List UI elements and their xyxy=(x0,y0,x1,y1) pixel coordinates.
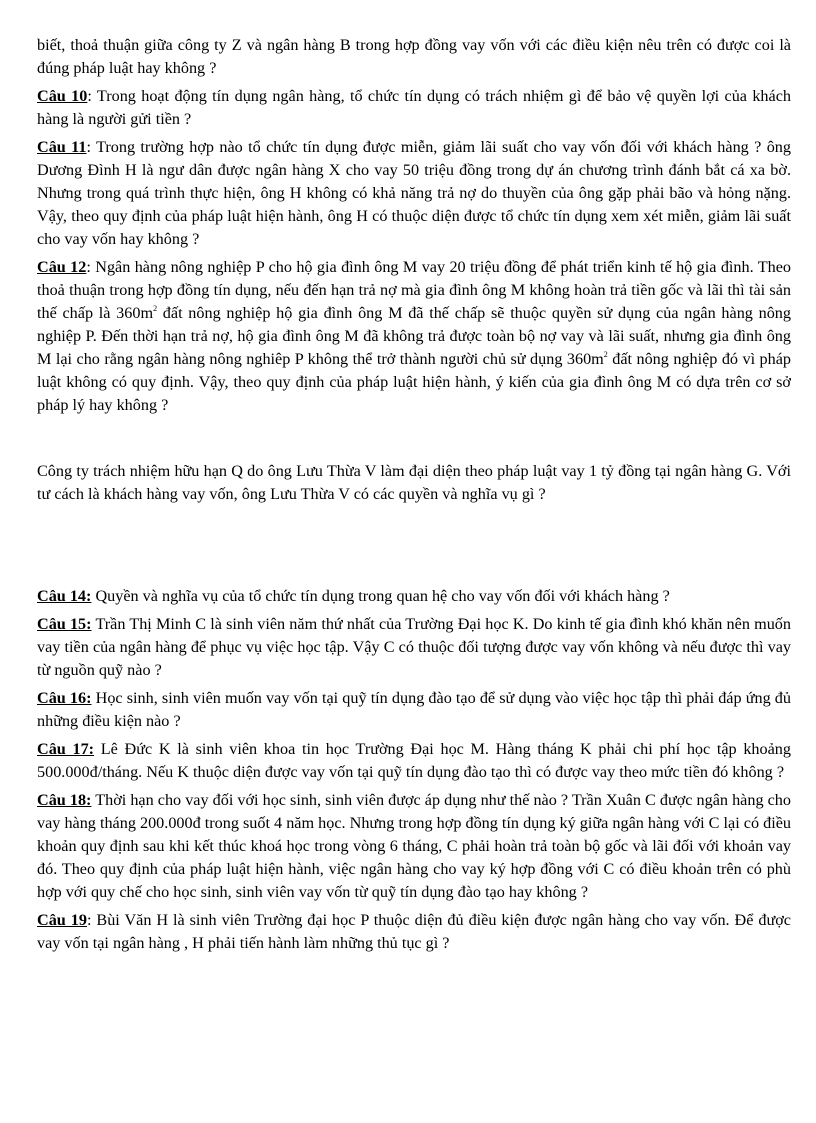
question-text: Lê Đức K là sinh viên khoa tin học Trường Đại học M. Hàng tháng K phải chi phí học tập khoảng 500.000đ/tháng. Nếu K thuộc diện được vay vốn tại quỹ tín dụng đào tạo thì có được vay theo mức tiền đó không ? xyxy=(37,740,791,781)
question-text: Học sinh, sinh viên muốn vay vốn tại quỹ tín dụng đào tạo để sử dụng vào việc học tập thì phải đáp ứng đủ những điều kiện nào ? xyxy=(37,689,791,730)
question-label: Câu 15: xyxy=(37,615,92,633)
question-18 xyxy=(37,789,791,904)
superscript: 2 xyxy=(603,350,608,359)
question-label: Câu 10 xyxy=(37,87,88,105)
question-text: Trần Thị Minh C là sinh viên năm thứ nhất của Trường Đại học K. Do kinh tế gia đình khó khăn nên muốn vay tiền của ngân hàng để phục vụ việc học tập. Vậy C có thuộc đối tượng được vay vốn không và nếu được thì vay từ nguồn quỹ nào ? xyxy=(37,615,791,679)
question-11: Câu 11: Trong trường hợp nào tổ chức tín dụng được miễn, giảm lãi suất cho vay vốn đối với khách hàng ? ông Dương Đình H là ngư dân được ngân hàng X cho vay 50 triệu đồng trong dự án chương trình đánh bắt cá xa bờ. Nhưng trong quá trình thực hiện, ông H không có khả năng trả nợ do thuyền của ông gặp phải bão và hỏng nặng. Vậy, theo quy định của pháp luật hiện hành, ông H có thuộc diện được tổ chức tín dụng xem xét miễn, giảm lãi suất cho vay vốn hay không ? xyxy=(37,138,791,248)
question-16 xyxy=(37,687,791,733)
question-text: Quyền và nghĩa vụ của tổ chức tín dụng trong quan hệ cho vay vốn đối với khách hàng ? xyxy=(95,587,670,605)
question-12: Câu 12: Ngân hàng nông nghiệp P cho hộ gia đình ông M vay 20 triệu đồng để phát triển kinh tế hộ gia đình. Theo thoả thuận trong hợp đồng tín dụng, nếu đến hạn trả nợ mà gia đình ông M không hoàn trả tiền gốc và lãi thì tài sản thế chấp là $360m^2$ đất nông nghiệp hộ gia đình ông M đã thế chấp sẽ thuộc quyền sử dụng của ngân hàng nông nghiệp P. Đến thời hạn trả nợ, hộ gia đình ông M đã không trả được toàn bộ nợ vay và lãi suất, nhưng gia đình ông M lại cho rằng ngân hàng nông nghiêp P không thể trở thành người chủ sử dụng $360m^2$ đất nông nghiệp đó vì pháp luật không có quy định. Vậy, theo quy định của pháp luật hiện hành, ý kiến của gia đình ông M có dựa trên cơ sở pháp lý hay không ? xyxy=(37,258,792,414)
question-text: Thời hạn cho vay đối với học sinh, sinh viên được áp dụng như thế nào ? Trần Xuân C được ngân hàng cho vay hàng tháng 200.000đ trong suốt 4 năm học. Nhưng trong hợp đồng tín dụng ký giữa ngân hàng với C lại có điều khoản quy định sau khi kết thúc khoá học trong vòng 6 tháng, C phải hoàn trả toàn bộ gốc và lãi đối với khoản vay đó. Theo quy định của pháp luật hiện hành, việc ngân hàng cho vay ký hợp đồng với C có điều khoản trên có phù hợp với quy chế cho học sinh, sinh viên vay vốn từ quỹ tín dụng đào tạo hay không ? xyxy=(37,791,791,901)
question-14 xyxy=(37,585,791,608)
question-text: Công ty trách nhiệm hữu hạn Q do ông Lưu Thừa V làm đại diện theo pháp luật vay 1 tỷ đồng tại ngân hàng G. Với tư cách là khách hàng vay vốn, ông Lưu Thừa V có các quyền và nghĩa vụ gì ? xyxy=(37,462,791,503)
question-text: Trong trường hợp nào tổ chức tín dụng được miễn, giảm lãi suất cho vay vốn đối với khách hàng ? ông Dương Đình H là ngư dân được ngân hàng X cho vay 50 triệu đồng trong dự án chương trình đánh bắt cá xa bờ. Nhưng trong quá trình thực hiện, ông H không có khả năng trả nợ do thuyền của ông gặp phải bão và hỏng nặng. Vậy, theo quy định của pháp luật hiện hành, ông H có thuộc diện được tổ chức tín dụng xem xét miễn, giảm lãi suất cho vay vốn hay không ? xyxy=(37,138,791,248)
question-text: Trong hoạt động tín dụng ngân hàng, tổ chức tín dụng có trách nhiệm gì để bảo vệ quyền lợi của khách hàng là người gửi tiền ? xyxy=(37,87,791,128)
question-label: Câu 14: xyxy=(37,587,92,605)
question-10: Câu 10: Trong hoạt động tín dụng ngân hàng, tổ chức tín dụng có trách nhiệm gì để bảo vệ quyền lợi của khách hàng là người gửi tiền ? xyxy=(37,87,791,128)
question-label: Câu 18: xyxy=(37,791,92,809)
question-15 xyxy=(37,613,791,682)
question-19: Câu 19: Bùi Văn H là sinh viên Trường đại học P thuộc diện đủ điều kiện được ngân hàng cho vay vốn. Để được vay vốn tại ngân hàng , H phải tiến hành làm những thủ tục gì ? xyxy=(37,911,791,952)
question-13-unlabeled xyxy=(37,460,791,506)
question-text: Bùi Văn H là sinh viên Trường đại học P thuộc diện đủ điều kiện được ngân hàng cho vay vốn. Để được vay vốn tại ngân hàng , H phải tiến hành làm những thủ tục gì ? xyxy=(37,911,791,952)
question-label: Câu 19 xyxy=(37,911,87,929)
intro-paragraph: biết, thoả thuận giữa công ty Z và ngân hàng B trong hợp đồng vay vốn với các điều kiện nêu trên có được coi là đúng pháp luật hay không ? xyxy=(37,36,791,77)
question-label: Câu 11 xyxy=(37,138,87,156)
question-label: Câu 12 xyxy=(37,258,87,276)
superscript: 2 xyxy=(153,304,158,313)
question-label: Câu 17: xyxy=(37,740,95,758)
question-17 xyxy=(37,738,791,784)
document-page xyxy=(37,34,791,960)
question-label: Câu 16: xyxy=(37,689,92,707)
blank-space xyxy=(37,511,791,585)
blank-space xyxy=(37,422,791,460)
